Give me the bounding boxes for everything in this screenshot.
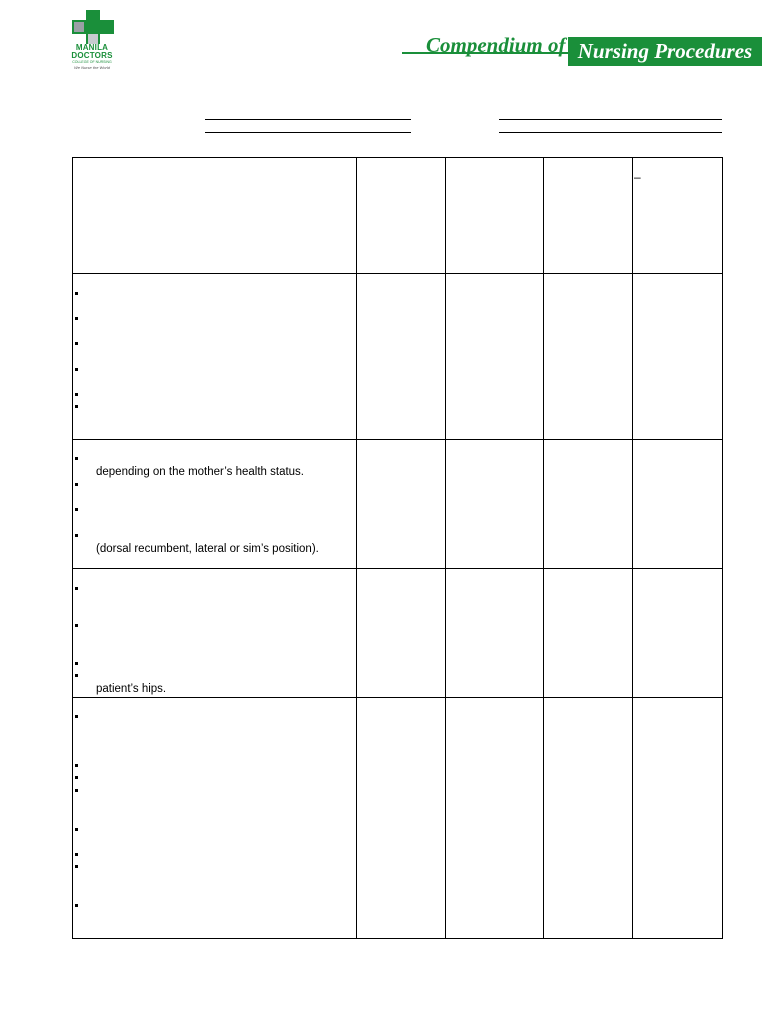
row3-line1: patient’s hips. [96,683,167,695]
bullet [75,534,78,537]
column-divider-4 [632,157,633,939]
table-border-top [72,157,723,158]
form-line-left-2 [205,132,411,133]
column-divider-2 [445,157,446,939]
bullet [75,904,78,907]
row2-line2: (dorsal recumbent, lateral or sim’s position). [96,543,319,555]
row2-line1: depending on the mother’s health status. [96,466,304,478]
bullet [75,674,78,677]
bullet [75,865,78,868]
logo-name-line3: COLLEGE OF NURSING [72,60,112,64]
bullet [75,715,78,718]
bullet [75,483,78,486]
cross-icon [66,10,122,46]
bullet [75,342,78,345]
table-border-left [72,157,73,939]
logo-name-line2: DOCTORS [71,51,113,60]
logo-name-line1: MANILA [75,43,109,52]
logo-tagline: We Nurse the World [74,65,110,70]
form-line-right-1 [499,119,722,120]
bullet [75,776,78,779]
row-divider-3 [72,568,723,569]
bullet [75,789,78,792]
header-mark: – [634,170,641,184]
title-nursing-procedures: Nursing Procedures [568,37,762,66]
table-border-right [722,157,723,939]
bullet [75,624,78,627]
bullet [75,587,78,590]
table-border-bottom [72,938,723,939]
column-divider-3 [543,157,544,939]
bullet [75,405,78,408]
bullet [75,662,78,665]
bullet [75,457,78,460]
bullet [75,508,78,511]
row-divider-2 [72,439,723,440]
title-compendium: Compendium of [426,33,566,57]
row-divider-1 [72,273,723,274]
form-line-right-2 [499,132,722,133]
procedure-table [72,157,723,939]
logo-text [64,44,120,70]
bullet [75,764,78,767]
bullet [75,368,78,371]
bullet [75,393,78,396]
row-divider-4 [72,697,723,698]
form-line-left-1 [205,119,411,120]
column-divider-1 [356,157,357,939]
bullet [75,828,78,831]
bullet [75,292,78,295]
bullet [75,853,78,856]
bullet [75,317,78,320]
